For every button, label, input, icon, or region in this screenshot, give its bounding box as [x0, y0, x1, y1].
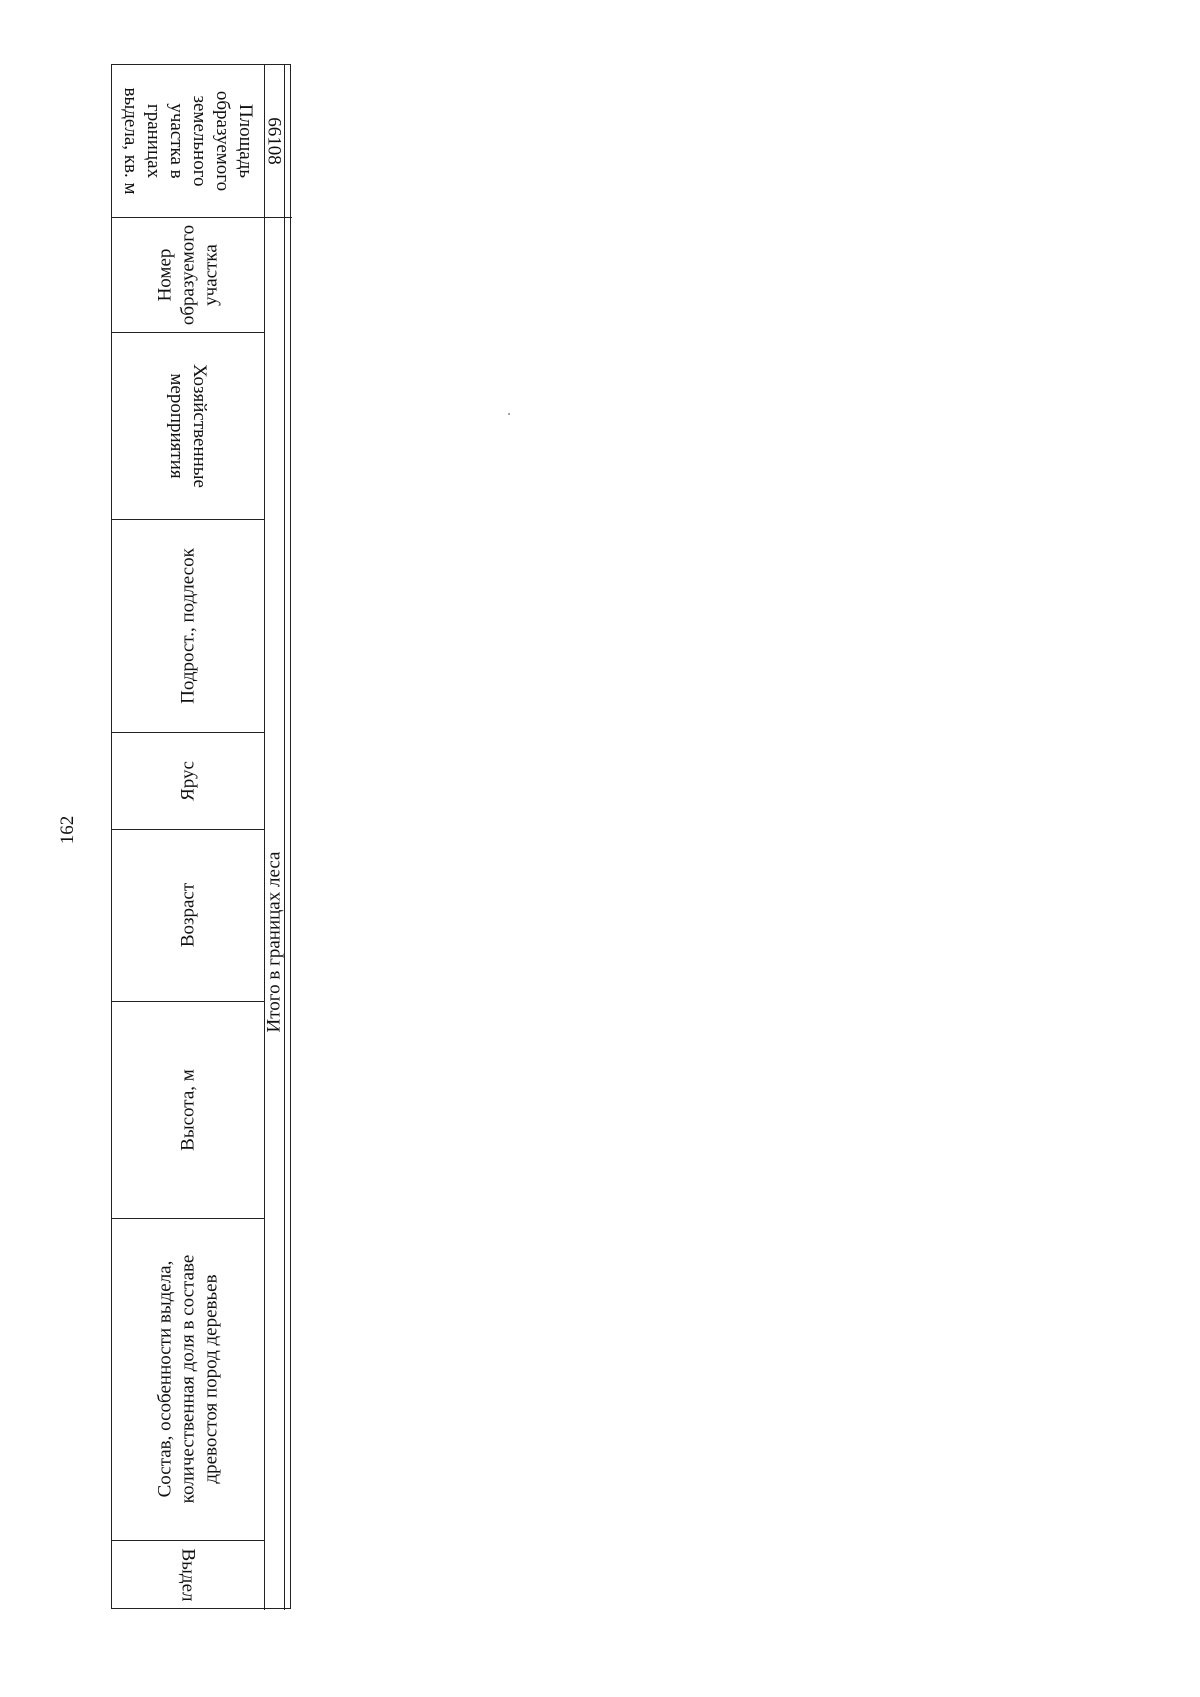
header-label-nomer: Номер образуемого участка [154, 224, 222, 325]
header-label-vozrast: Возраст [177, 882, 199, 948]
total-row-label: Итого в границах леса [263, 851, 285, 1033]
data-cell-ploshchad [264, 65, 284, 217]
header-cell-ploshchad [112, 65, 264, 217]
header-cell-sostav [112, 1218, 264, 1540]
page-number [56, 810, 80, 850]
header-label-yarus: Ярус [177, 760, 199, 801]
header-cell-yarus [112, 732, 264, 829]
header-cell-podrost [112, 519, 264, 732]
header-cell-nomer [112, 217, 264, 332]
data-value-ploshchad: 66108 [263, 117, 285, 165]
header-label-vydel: Выдел [177, 1548, 199, 1602]
header-label-ploshchad: Площадь образуемого земельного участка в границах выдела, кв. м [120, 87, 256, 195]
header-cell-vozrast [112, 829, 264, 1001]
header-label-sostav: Состав, особенности выдела, количественная доля в составе древостоя пород деревьев [154, 1254, 222, 1504]
forest-plot-table [111, 64, 291, 1609]
scan-speck [508, 413, 510, 415]
header-label-vysota: Высота, м [177, 1068, 199, 1151]
header-cell-vydel [112, 1540, 264, 1610]
header-cell-vysota [112, 1001, 264, 1218]
row-divider [284, 65, 285, 1610]
header-label-meropriyatiya: Хозяйственные мероприятия [166, 363, 210, 488]
header-cell-meropriyatiya [112, 332, 264, 519]
page-number-text: 162 [57, 815, 78, 845]
total-row-label-cell [264, 732, 284, 1152]
header-label-podrost: Подрост., подлесок [177, 547, 199, 704]
